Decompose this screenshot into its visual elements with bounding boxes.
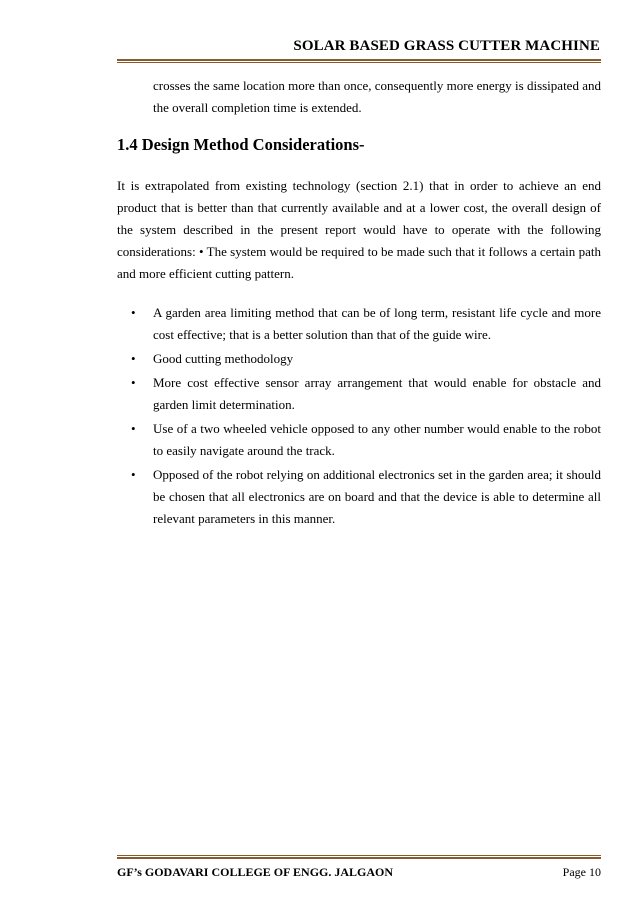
section-paragraph: It is extrapolated from existing technology (section 2.1) that in order to achieve an end product that is better than that currently available and at a lower cost, the overall design of the system described in the present report would have to operate with the following considerations: • The system would be required to be made such that it follows a certain path and more efficient cutting pattern. — [117, 178, 601, 281]
list-item — [117, 348, 601, 370]
page-number: Page 10 — [562, 865, 601, 879]
bullet-icon: • — [131, 375, 136, 390]
running-header-title: SOLAR BASED GRASS CUTTER MACHINE — [293, 38, 600, 54]
bullet-icon: • — [131, 351, 136, 366]
list-item-text: Use of a two wheeled vehicle opposed to any other number would enable to the robot to easily navigate around the track. — [153, 421, 601, 458]
list-item — [117, 464, 601, 530]
bullet-icon: • — [131, 305, 136, 320]
list-item-text: A garden area limiting method that can be of long term, resistant life cycle and more cost effective; that is a better solution than that of the guide wire. — [153, 305, 601, 342]
list-item — [117, 418, 601, 462]
list-item-text: Opposed of the robot relying on additional electronics set in the garden area; it should be chosen that all electronics are on board and that the device is able to determine all relevant parameters in this manner. — [153, 467, 601, 526]
footer-institution: GF’s GODAVARI COLLEGE OF ENGG. JALGAON — [117, 865, 394, 879]
list-item — [117, 372, 601, 416]
continued-text: crosses the same location more than once, consequently more energy is dissipated and the overall completion time is extended. — [153, 78, 601, 115]
section-heading: 1.4 Design Method Considerations- — [117, 135, 365, 154]
list-item — [117, 302, 601, 346]
bullet-icon: • — [131, 467, 136, 482]
header-divider — [117, 59, 601, 63]
footer-divider — [117, 855, 601, 859]
list-item-text: Good cutting methodology — [153, 351, 294, 366]
list-item-text: More cost effective sensor array arrangement that would enable for obstacle and garden limit determination. — [153, 375, 601, 412]
considerations-list — [117, 302, 601, 532]
bullet-icon: • — [131, 421, 136, 436]
